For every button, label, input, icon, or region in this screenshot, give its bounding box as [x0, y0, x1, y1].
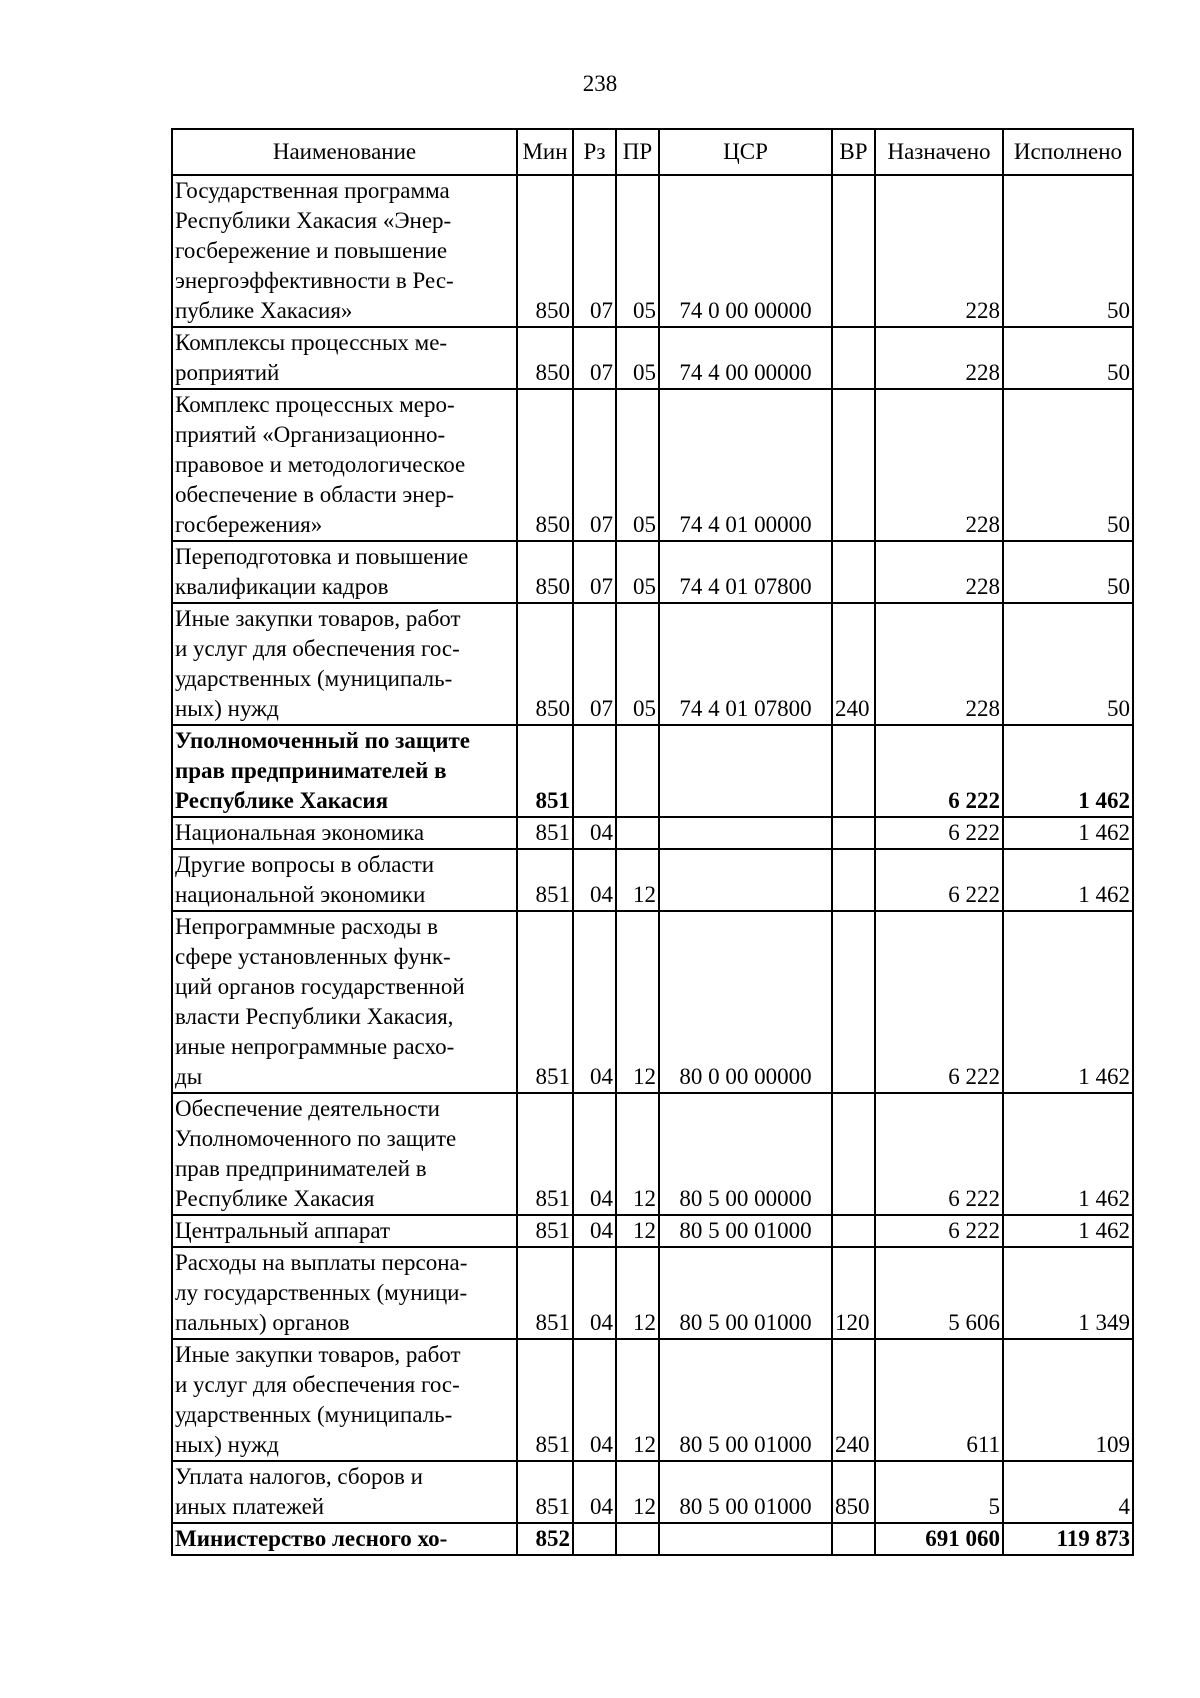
- cell-csr: [659, 725, 832, 817]
- cell-assigned: 228: [875, 603, 1003, 725]
- cell-pr: [616, 725, 659, 817]
- cell-executed: 1 349: [1003, 1247, 1133, 1339]
- cell-executed: 119 873: [1003, 1523, 1133, 1555]
- cell-assigned: 5: [875, 1461, 1003, 1523]
- cell-csr: 80 0 00 00000: [659, 911, 832, 1093]
- cell-rz: 07: [573, 541, 616, 603]
- table-row: [172, 1247, 1133, 1339]
- cell-assigned: 228: [875, 541, 1003, 603]
- table-row: [172, 1093, 1133, 1215]
- cell-rz: 04: [573, 911, 616, 1093]
- cell-csr: 80 5 00 01000: [659, 1215, 832, 1247]
- cell-pr: 12: [616, 1215, 659, 1247]
- cell-min: 851: [517, 817, 573, 849]
- cell-pr: [616, 817, 659, 849]
- cell-name: Уполномоченный по защите прав предпринимателей в Республике Хакасия: [172, 725, 517, 817]
- cell-min: 851: [517, 1247, 573, 1339]
- cell-assigned: 228: [875, 175, 1003, 327]
- cell-pr: 12: [616, 1461, 659, 1523]
- table-row: [172, 327, 1133, 389]
- cell-pr: 12: [616, 1093, 659, 1215]
- cell-name: Непрограммные расходы в сфере установленных функ- ций органов государственной власти Республики Хакасия, иные непрограммные расхо- ды: [172, 911, 517, 1093]
- cell-rz: 07: [573, 389, 616, 541]
- cell-rz: 04: [573, 1215, 616, 1247]
- cell-executed: 1 462: [1003, 849, 1133, 911]
- cell-vr: 120: [832, 1247, 875, 1339]
- cell-pr: 05: [616, 327, 659, 389]
- cell-pr: 05: [616, 603, 659, 725]
- cell-min: 851: [517, 725, 573, 817]
- cell-csr: 74 4 00 00000: [659, 327, 832, 389]
- cell-name: Комплекс процессных меро- приятий «Организационно- правовое и методологическое обеспечение в области энер- госбережения»: [172, 389, 517, 541]
- table-row: [172, 1523, 1133, 1555]
- cell-csr: [659, 1523, 832, 1555]
- cell-vr: 240: [832, 603, 875, 725]
- cell-name: Переподготовка и повышение квалификации кадров: [172, 541, 517, 603]
- cell-csr: 74 4 01 07800: [659, 541, 832, 603]
- cell-vr: [832, 541, 875, 603]
- cell-name: Иные закупки товаров, работ и услуг для обеспечения гос- ударственных (муниципаль- ных) нужд: [172, 1339, 517, 1461]
- cell-csr: 74 0 00 00000: [659, 175, 832, 327]
- cell-vr: [832, 175, 875, 327]
- cell-vr: [832, 911, 875, 1093]
- cell-vr: [832, 389, 875, 541]
- cell-assigned: 228: [875, 327, 1003, 389]
- cell-executed: 50: [1003, 541, 1133, 603]
- cell-name: Другие вопросы в области национальной экономики: [172, 849, 517, 911]
- cell-pr: 12: [616, 1247, 659, 1339]
- cell-vr: [832, 725, 875, 817]
- cell-executed: 50: [1003, 389, 1133, 541]
- page-number: 238: [582, 71, 618, 96]
- header-csr: ЦСР: [659, 129, 832, 175]
- cell-vr: [832, 817, 875, 849]
- cell-pr: 12: [616, 849, 659, 911]
- cell-min: 851: [517, 911, 573, 1093]
- cell-min: 851: [517, 1339, 573, 1461]
- cell-name: Центральный аппарат: [172, 1215, 517, 1247]
- cell-vr: [832, 327, 875, 389]
- cell-rz: 07: [573, 175, 616, 327]
- cell-name: Национальная экономика: [172, 817, 517, 849]
- cell-csr: [659, 817, 832, 849]
- table-row: [172, 1215, 1133, 1247]
- cell-vr: 240: [832, 1339, 875, 1461]
- table-row: [172, 541, 1133, 603]
- cell-executed: 50: [1003, 175, 1133, 327]
- cell-min: 850: [517, 327, 573, 389]
- cell-assigned: 6 222: [875, 1093, 1003, 1215]
- cell-pr: 12: [616, 911, 659, 1093]
- header-min: Мин: [517, 129, 573, 175]
- cell-min: 850: [517, 389, 573, 541]
- header-vr: ВР: [832, 129, 875, 175]
- table-row: [172, 849, 1133, 911]
- cell-rz: 04: [573, 1093, 616, 1215]
- cell-rz: 07: [573, 327, 616, 389]
- cell-vr: [832, 1215, 875, 1247]
- cell-assigned: 611: [875, 1339, 1003, 1461]
- cell-vr: [832, 849, 875, 911]
- cell-min: 850: [517, 541, 573, 603]
- cell-csr: 74 4 01 00000: [659, 389, 832, 541]
- cell-min: 850: [517, 603, 573, 725]
- header-rz: Рз: [573, 129, 616, 175]
- cell-assigned: 691 060: [875, 1523, 1003, 1555]
- cell-executed: 1 462: [1003, 1093, 1133, 1215]
- cell-rz: 04: [573, 1339, 616, 1461]
- cell-executed: 50: [1003, 327, 1133, 389]
- cell-min: 851: [517, 1093, 573, 1215]
- cell-min: 850: [517, 175, 573, 327]
- cell-name: Расходы на выплаты персона- лу государственных (муници- пальных) органов: [172, 1247, 517, 1339]
- cell-csr: 80 5 00 01000: [659, 1247, 832, 1339]
- cell-executed: 1 462: [1003, 817, 1133, 849]
- cell-name: Комплексы процессных ме- роприятий: [172, 327, 517, 389]
- table-row: [172, 389, 1133, 541]
- cell-vr: [832, 1093, 875, 1215]
- cell-executed: 109: [1003, 1339, 1133, 1461]
- cell-pr: 05: [616, 389, 659, 541]
- cell-executed: 1 462: [1003, 1215, 1133, 1247]
- cell-rz: 04: [573, 817, 616, 849]
- cell-rz: [573, 1523, 616, 1555]
- cell-min: 851: [517, 1461, 573, 1523]
- cell-min: 851: [517, 1215, 573, 1247]
- header-pr: ПР: [616, 129, 659, 175]
- cell-rz: [573, 725, 616, 817]
- cell-csr: [659, 849, 832, 911]
- cell-rz: 07: [573, 603, 616, 725]
- cell-pr: 05: [616, 175, 659, 327]
- cell-executed: 4: [1003, 1461, 1133, 1523]
- cell-name: Министерство лесного хо-: [172, 1523, 517, 1555]
- cell-pr: [616, 1523, 659, 1555]
- cell-assigned: 6 222: [875, 849, 1003, 911]
- cell-csr: 80 5 00 01000: [659, 1339, 832, 1461]
- table-row: [172, 603, 1133, 725]
- cell-rz: 04: [573, 1247, 616, 1339]
- table-row: [172, 911, 1133, 1093]
- cell-min: 851: [517, 849, 573, 911]
- cell-assigned: 6 222: [875, 911, 1003, 1093]
- cell-name: Уплата налогов, сборов и иных платежей: [172, 1461, 517, 1523]
- cell-pr: 05: [616, 541, 659, 603]
- cell-min: 852: [517, 1523, 573, 1555]
- cell-name: Иные закупки товаров, работ и услуг для обеспечения гос- ударственных (муниципаль- ных) нужд: [172, 603, 517, 725]
- cell-executed: 1 462: [1003, 725, 1133, 817]
- table-row: [172, 1461, 1133, 1523]
- table-row: [172, 725, 1133, 817]
- cell-assigned: 6 222: [875, 1215, 1003, 1247]
- cell-assigned: 5 606: [875, 1247, 1003, 1339]
- table-row: [172, 1339, 1133, 1461]
- cell-name: Обеспечение деятельности Уполномоченного по защите прав предпринимателей в Республике Хакасия: [172, 1093, 517, 1215]
- table-row: [172, 817, 1133, 849]
- cell-rz: 04: [573, 1461, 616, 1523]
- cell-csr: 80 5 00 00000: [659, 1093, 832, 1215]
- table-body: [172, 175, 1133, 1555]
- budget-table: [171, 128, 1134, 1556]
- cell-vr: [832, 1523, 875, 1555]
- cell-executed: 1 462: [1003, 911, 1133, 1093]
- cell-pr: 12: [616, 1339, 659, 1461]
- cell-name: Государственная программа Республики Хакасия «Энер- госбережение и повышение энергоэффективности в Рес- публике Хакасия»: [172, 175, 517, 327]
- cell-assigned: 6 222: [875, 817, 1003, 849]
- cell-assigned: 228: [875, 389, 1003, 541]
- cell-csr: 74 4 01 07800: [659, 603, 832, 725]
- cell-assigned: 6 222: [875, 725, 1003, 817]
- header-assigned: Назначено: [875, 129, 1003, 175]
- cell-rz: 04: [573, 849, 616, 911]
- cell-executed: 50: [1003, 603, 1133, 725]
- cell-csr: 80 5 00 01000: [659, 1461, 832, 1523]
- table-header-row: [172, 129, 1133, 175]
- header-executed: Исполнено: [1003, 129, 1133, 175]
- header-name: Наименование: [172, 129, 517, 175]
- table-row: [172, 175, 1133, 327]
- cell-vr: 850: [832, 1461, 875, 1523]
